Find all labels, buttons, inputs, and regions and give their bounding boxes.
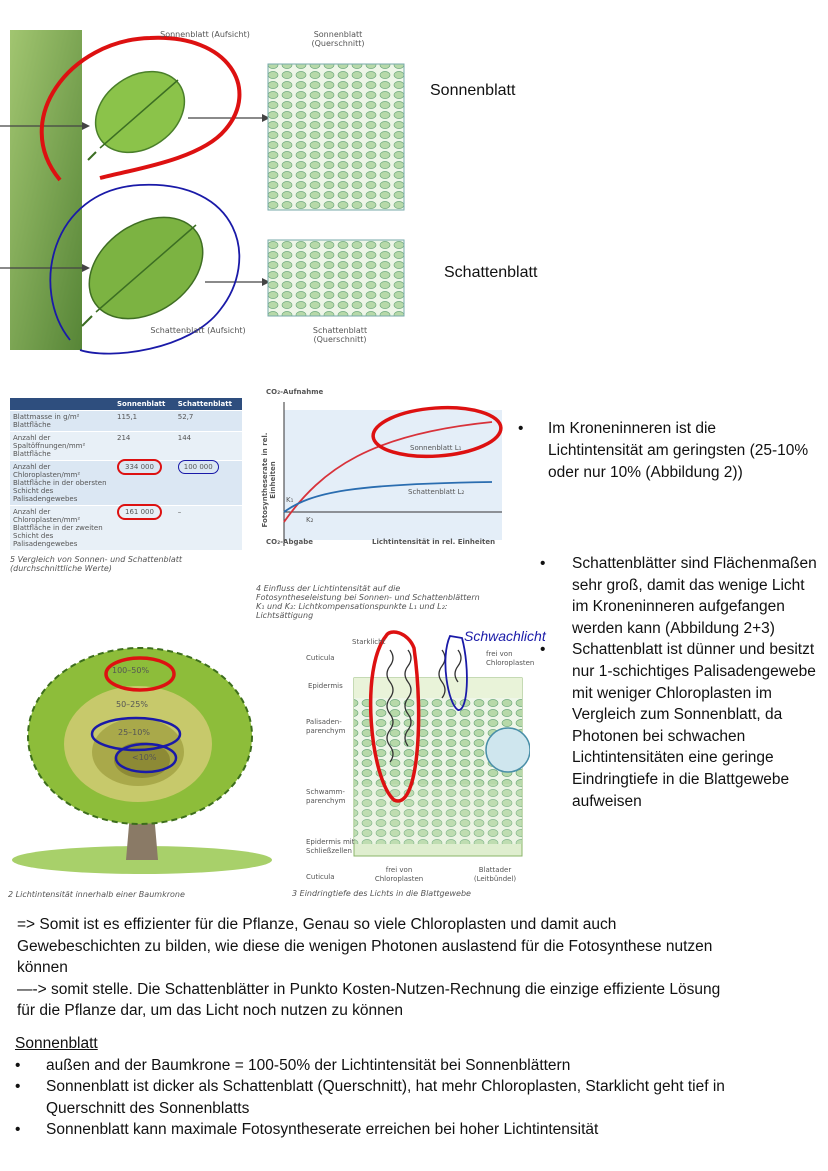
- tree-crown-figure: [8, 640, 276, 902]
- sun-leaf-title: Sonnenblatt: [430, 82, 516, 99]
- graph-caption: 4 Einfluss der Lichtintensität auf die Fotosyntheseleistung bei Sonnen- und Schattenblättern K₁ und K₂: Lichtkompensationspunkte L₁ und L₂: Lichtsättigung: [256, 584, 480, 620]
- zone-label-1: 100–50%: [112, 666, 150, 675]
- tree-caption: 2 Lichtintensität innerhalb einer Baumkrone: [8, 890, 185, 899]
- conclusion-line-1: => Somit ist es effizienter für die Pflanze, Genau so viele Chloroplasten und damit auch Gewebeschichten zu bilden, wie diese die wenigen Photonen auslastend für die Fotosynthese nutzen können: [17, 916, 713, 976]
- section-heading: Sonnenblatt: [15, 1035, 98, 1052]
- shade-leaf-title: Schattenblatt: [444, 264, 538, 281]
- graph-svg: [262, 388, 512, 558]
- list-item: • Sonnenblatt ist dicker als Schattenblatt (Querschnitt), hat mehr Chloroplasten, Starklicht geht tief in Querschnitt des Sonnenblatts: [15, 1076, 766, 1119]
- circled-value: 334 000: [117, 459, 162, 475]
- epidermis-label: Epidermis: [308, 682, 343, 690]
- comparison-table: [10, 398, 242, 573]
- shade-leaf-image: [70, 196, 222, 339]
- table-cell: Anzahl der Chloroplasten/mm² Blattfläche in der zweiten Schicht des Palisadengewebes: [10, 506, 114, 551]
- penetration-caption: 3 Eindringtiefe des Lichts in die Blattgewebe: [292, 889, 471, 898]
- zone-label-3: 25–10%: [118, 728, 150, 737]
- table-cell: Anzahl der Chloroplasten/mm² Blattfläche in der obersten Schicht des Palisadengewebes: [10, 461, 114, 506]
- table-row: [10, 506, 242, 551]
- blattader-label: Blattader (Leitbündel): [473, 866, 517, 883]
- k2-label: K₂: [306, 516, 314, 524]
- table-cell: –: [175, 506, 242, 551]
- table-cell: 115,1: [114, 411, 175, 432]
- table-cell: Blattmasse in g/m² Blattfläche: [10, 411, 114, 432]
- table-row: [10, 461, 242, 506]
- schwamm-label: Schwamm-parenchym: [306, 788, 346, 805]
- epidermis-bottom-label: Epidermis mit Schließzellen: [306, 838, 355, 855]
- zone-label-4: <10%: [132, 753, 157, 762]
- note-item: • Schattenblatt ist dünner und besitzt nur 1-schichtiges Palisadengewebe mit weniger Chloroplasten im Vergleich zum Sonnenblatt, da Photonen bei schwachen Lichtintensitäten eine geringe Eindringtiefe in die Blattgewebe aufweisen: [540, 639, 820, 812]
- table-cell: [114, 506, 175, 551]
- table-cell: 52,7: [175, 411, 242, 432]
- starklicht-label: Starklicht: [352, 638, 386, 646]
- k1-label: K₁: [286, 496, 294, 504]
- note-item: • Im Kroneninneren ist die Lichtintensität am geringsten (25-10% oder nur 10% (Abbildung 2)): [518, 418, 814, 484]
- shade-leaf-cross-label: Schattenblatt (Querschnitt): [312, 326, 368, 344]
- sun-leaf-cross-label: Sonnenblatt (Querschnitt): [311, 30, 365, 48]
- photosynthesis-graph: [256, 388, 512, 628]
- cuticula-bottom-label: Cuticula: [306, 873, 335, 881]
- table-cell: 144: [175, 432, 242, 461]
- zone-label-2: 50–25%: [116, 700, 148, 709]
- graph-y-top-label: CO₂-Aufnahme: [266, 388, 324, 396]
- free-top-label: frei von Chloroplasten: [486, 650, 535, 667]
- table-cell: Anzahl der Spaltöffnungen/mm² Blattfläche: [10, 432, 114, 461]
- circled-value: 161 000: [117, 504, 162, 520]
- list-item: • außen and der Baumkrone = 100-50% der Lichtintensität bei Sonnenblättern: [15, 1055, 805, 1077]
- table-header: Schattenblatt: [175, 398, 242, 411]
- note-bullets-2: [540, 553, 820, 812]
- schwachlicht-label: Schwachlicht: [464, 628, 546, 644]
- circled-value: 100 000: [178, 460, 219, 474]
- sun-curve-label: Sonnenblatt L₁: [410, 444, 462, 452]
- table-header: [10, 398, 114, 411]
- conclusion-text: [17, 914, 737, 1022]
- list-item: • Sonnenblatt kann maximale Fotosyntheserate erreichen bei hoher Lichtintensität: [15, 1119, 805, 1141]
- graph-y-bottom-label: CO₂-Abgabe: [266, 538, 313, 546]
- table-row: [10, 432, 242, 461]
- table-header: Sonnenblatt: [114, 398, 175, 411]
- sun-leaf-section: [15, 1033, 805, 1141]
- table-cell: 214: [114, 432, 175, 461]
- note-item: • Schattenblätter sind Flächenmaßen sehr groß, damit das wenige Licht im Kroneninneren aufgefangen werden kann (Abbildung 2+3): [540, 553, 820, 639]
- shade-curve-label: Schattenblatt L₂: [408, 488, 465, 496]
- free-bottom-label: frei von Chloroplasten: [374, 866, 424, 883]
- light-penetration-figure: [290, 628, 546, 904]
- note-bullet-1: [518, 418, 814, 484]
- graph-y-axis-label: Fotosyntheserate in rel. Einheiten: [261, 432, 277, 528]
- palisaden-label: Palisaden-parenchym: [306, 718, 346, 735]
- table-row: [10, 411, 242, 432]
- table-caption: 5 Vergleich von Sonnen- und Schattenblatt (durchschnittliche Werte): [10, 555, 183, 573]
- sun-leaf-image: [80, 55, 200, 169]
- leaf-figure-svg: [0, 20, 420, 360]
- table-cell: [175, 461, 242, 506]
- cuticula-label: Cuticula: [306, 654, 335, 662]
- table-cell: [114, 461, 175, 506]
- conclusion-line-2: —-> somit stelle. Die Schattenblätter in Punkto Kosten-Nutzen-Rechnung die einzige effiziente Lösung für die Pflanze dar, um das Licht noch nutzen zu können: [17, 980, 721, 1019]
- sun-leaf-top-label: Sonnenblatt (Aufsicht): [160, 30, 250, 39]
- graph-x-axis-label: Lichtintensität in rel. Einheiten: [372, 538, 496, 546]
- shade-leaf-top-label: Schattenblatt (Aufsicht): [150, 326, 246, 335]
- leaf-comparison-figure: [0, 20, 420, 360]
